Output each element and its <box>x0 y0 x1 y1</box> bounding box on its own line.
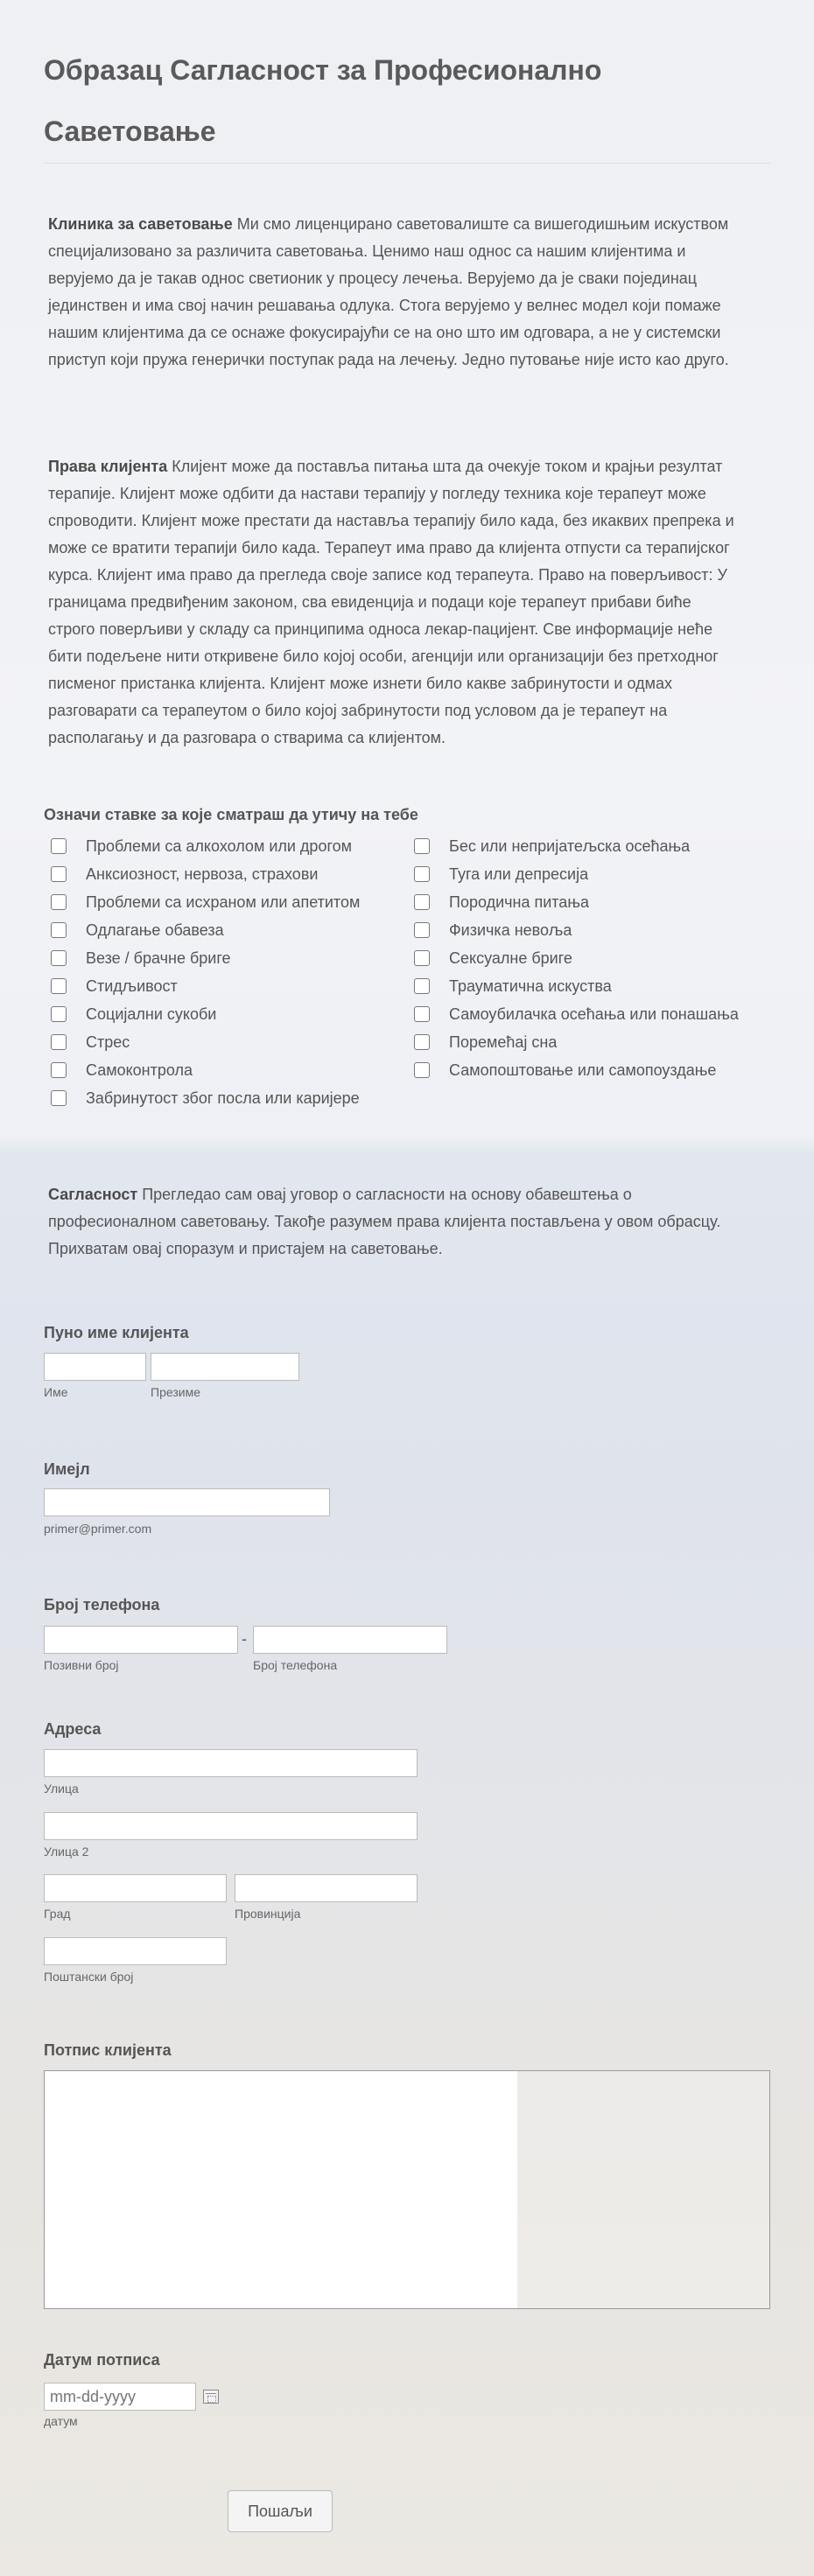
clinic-line: нашим клијентима да се оснаже фокусирајући се на оно што им одговара, а не у системски <box>48 324 721 341</box>
last-name-input[interactable] <box>151 1353 299 1381</box>
concern-label: Туга или депресија <box>449 864 589 883</box>
address-label: Адреса <box>44 1720 102 1738</box>
first-name-input[interactable] <box>44 1353 146 1381</box>
checkbox[interactable] <box>51 1090 67 1106</box>
rights-line: писменог пристанка клијента. Клијент може изнети било какве забринутости и одмах <box>48 675 672 692</box>
calendar-icon[interactable] <box>203 2390 219 2404</box>
rights-line: располагању и да разговара о стварима са клијентом. <box>48 729 446 746</box>
title-divider <box>44 163 770 164</box>
checkbox[interactable] <box>51 1062 67 1078</box>
rights-line: терапије. Клијент може одбити да настави терапију у погледу техника које терапеут може <box>48 485 706 502</box>
concern-label: Физичка невоља <box>449 920 572 939</box>
submit-button[interactable]: Пошаљи <box>228 2490 333 2532</box>
rights-line: границама предвиђеним законом, сва евиденција и подаци које терапеут прибави биће <box>48 593 691 611</box>
checkbox[interactable] <box>51 894 67 910</box>
email-label: Имејл <box>44 1460 90 1478</box>
street-sublabel: Улица <box>44 1782 79 1796</box>
concern-option[interactable] <box>51 948 231 969</box>
concern-label: Стрес <box>86 1032 130 1051</box>
email-input[interactable] <box>44 1488 330 1516</box>
clinic-line: Ми смо лиценцирано саветовалиште са вишегодишњим искуством <box>232 215 729 233</box>
consent-line: професионалном саветовању. Такође разумем права клијента постављена у овом обрасцу. <box>48 1213 721 1230</box>
concern-option[interactable] <box>51 892 360 913</box>
form-title-line-2: Саветовање <box>44 116 216 147</box>
checkbox[interactable] <box>414 978 430 994</box>
signature-pad[interactable] <box>45 2071 517 2308</box>
client-rights-paragraph <box>48 453 766 752</box>
last-name-sublabel: Презиме <box>151 1385 200 1399</box>
first-name-sublabel: Име <box>44 1385 68 1399</box>
concern-label: Везе / брачне бриге <box>86 948 231 967</box>
consent-line: Прихватам овај споразум и пристајем на саветовање. <box>48 1240 443 1257</box>
concern-label: Трауматична искуства <box>449 976 612 995</box>
phone-number-sublabel: Број телефона <box>253 1658 338 1672</box>
province-input[interactable] <box>235 1874 418 1902</box>
signature-field[interactable] <box>44 2070 770 2309</box>
checkbox[interactable] <box>414 1062 430 1078</box>
concern-option[interactable] <box>414 836 690 857</box>
rights-line: бити подељене нити откривене било којој особи, агенцији или организацији без претходног <box>48 648 719 665</box>
concern-label: Забринутост због посла или каријере <box>86 1088 360 1107</box>
concern-label: Самоубилачка осећања или понашања <box>449 1004 739 1023</box>
checkbox[interactable] <box>51 838 67 854</box>
area-code-sublabel: Позивни број <box>44 1658 119 1672</box>
checkbox[interactable] <box>414 894 430 910</box>
concern-option[interactable] <box>414 1060 716 1081</box>
concern-option[interactable] <box>51 1088 360 1109</box>
rights-line: строго поверљиви у складу са принципима односа лекар-пацијент. Све информације неће <box>48 620 713 638</box>
concern-label: Стидљивост <box>86 976 178 995</box>
checkbox[interactable] <box>51 1034 67 1050</box>
checkbox[interactable] <box>51 978 67 994</box>
clinic-line: јединствен и има свој начин решавања одлука. Стога верујемо у велнес модел који помаже <box>48 297 721 314</box>
full-name-label: Пуно име клијента <box>44 1324 189 1341</box>
clinic-heading: Клиника за саветовање <box>48 215 233 233</box>
city-input[interactable] <box>44 1874 227 1902</box>
concern-option[interactable] <box>414 892 589 913</box>
concern-label: Социјални сукоби <box>86 1004 217 1023</box>
rights-line: спроводити. Клијент може престати да наставља терапију било када, без икаквих препрека и <box>48 512 734 529</box>
checkbox[interactable] <box>414 922 430 938</box>
concerns-label: Означи ставке за које сматраш да утичу на тебе <box>44 806 418 823</box>
concern-label: Самоконтрола <box>86 1060 193 1079</box>
checkbox[interactable] <box>51 1006 67 1022</box>
phone-number-input[interactable] <box>253 1626 447 1654</box>
concern-label: Анксиозност, нервоза, страхови <box>86 864 319 883</box>
concern-option[interactable] <box>414 1004 739 1025</box>
concern-label: Сексуалне бриге <box>449 948 572 967</box>
street2-input[interactable] <box>44 1812 418 1840</box>
clinic-line: верујемо да је такав однос светионик у процесу лечења. Верујемо да је сваки појединац <box>48 270 698 287</box>
postal-code-input[interactable] <box>44 1937 227 1965</box>
concern-label: Одлагање обавеза <box>86 920 224 939</box>
clinic-paragraph <box>48 211 766 374</box>
checkbox[interactable] <box>414 838 430 854</box>
clinic-line: специјализовано за различита саветовања. Ценимо наш однос са нашим клијентима и <box>48 242 686 260</box>
concern-label: Породична питања <box>449 892 589 911</box>
rights-line: може се вратити терапији било када. Терапеут има право да клијента отпусти са терапијског <box>48 539 730 556</box>
concern-option[interactable] <box>51 1032 130 1053</box>
form-title-line-1: Образац Сагласност за Професионално <box>44 54 602 86</box>
concern-option[interactable] <box>51 1004 216 1025</box>
concern-label: Бес или непријатељска осећања <box>449 836 691 855</box>
checkbox[interactable] <box>414 1034 430 1050</box>
concern-label: Проблеми са исхраном или апетитом <box>86 892 361 911</box>
consent-paragraph <box>48 1181 766 1263</box>
date-input[interactable] <box>44 2383 196 2411</box>
rights-line: Клијент може да поставља питања шта да очекује током и крајњи резултат <box>167 458 723 475</box>
concern-label: Самопоштовање или самопоуздање <box>449 1060 717 1079</box>
checkbox[interactable] <box>414 950 430 966</box>
checkbox[interactable] <box>414 866 430 882</box>
street2-sublabel: Улица 2 <box>44 1844 89 1858</box>
consent-heading: Сагласност <box>48 1186 138 1203</box>
concern-option[interactable] <box>51 976 178 997</box>
concern-option[interactable] <box>414 920 572 941</box>
clinic-line: приступ који пружа генерички поступак рада на лечењу. Једно путовање није исто као друго. <box>48 351 729 368</box>
concern-option[interactable] <box>414 864 588 885</box>
province-sublabel: Провинција <box>235 1907 301 1921</box>
client-rights-heading: Права клијента <box>48 458 168 475</box>
street-input[interactable] <box>44 1749 418 1777</box>
area-code-input[interactable] <box>44 1626 238 1654</box>
phone-label: Број телефона <box>44 1596 160 1614</box>
rights-line: курса. Клијент има право да прегледа своје записе код терапеута. Право на поверљивост: У <box>48 566 727 584</box>
checkbox[interactable] <box>414 1006 430 1022</box>
concern-option[interactable] <box>51 1060 193 1081</box>
concern-option[interactable] <box>414 1032 557 1053</box>
rights-line: разговарати са терапеутом о било којој забринутости под условом да је терапеут на <box>48 702 668 719</box>
concern-label: Проблеми са алкохолом или дрогом <box>86 836 353 855</box>
form-title <box>44 39 761 162</box>
concern-option[interactable] <box>51 920 224 941</box>
consent-line: Прегледао сам овај уговор о сагласности на основу обавештења о <box>137 1186 632 1203</box>
concern-option[interactable] <box>414 976 612 997</box>
signature-date-label: Датум потписа <box>44 2351 160 2369</box>
email-sublabel: primer@primer.com <box>44 1522 152 1536</box>
signature-label: Потпис клијента <box>44 2041 172 2059</box>
checkbox[interactable] <box>51 950 67 966</box>
concern-label: Поремећај сна <box>449 1032 558 1051</box>
date-sublabel: датум <box>44 2414 78 2428</box>
phone-dash: - <box>242 1630 247 1648</box>
concern-option[interactable] <box>414 948 572 969</box>
checkbox[interactable] <box>51 866 67 882</box>
postal-code-sublabel: Поштански број <box>44 1970 134 1984</box>
city-sublabel: Град <box>44 1907 71 1921</box>
concern-option[interactable] <box>51 864 318 885</box>
concern-option[interactable] <box>51 836 352 857</box>
checkbox[interactable] <box>51 922 67 938</box>
